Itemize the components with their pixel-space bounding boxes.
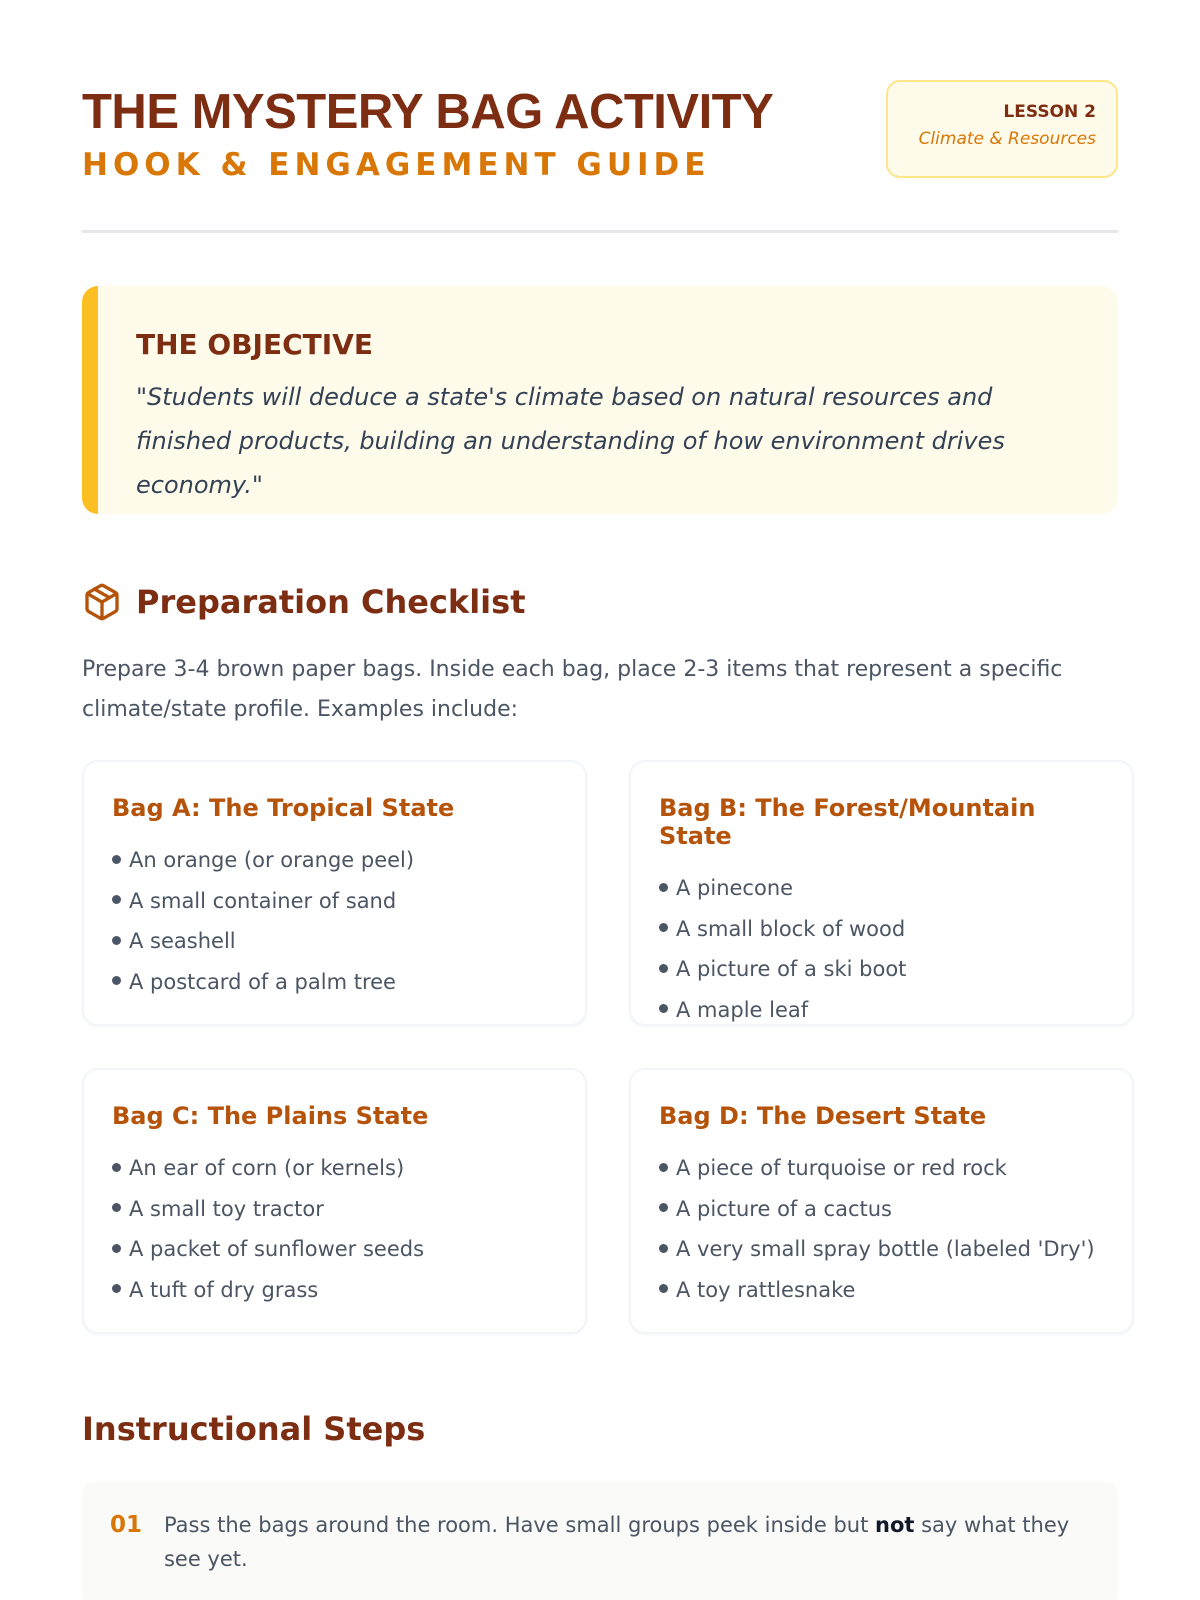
list-item: [659, 949, 1104, 990]
bag-item-list: [112, 1148, 557, 1310]
list-item-text: A tuft of dry grass: [129, 1277, 319, 1302]
bag-card-c: [82, 1068, 587, 1334]
list-item: [112, 881, 557, 922]
bag-card-a: [82, 760, 587, 1026]
lesson-number: LESSON 2: [1003, 102, 1096, 122]
objective-title: THE OBJECTIVE: [136, 328, 373, 361]
list-item-text: A small toy tractor: [129, 1196, 324, 1221]
header-divider: [82, 230, 1118, 233]
list-item: [112, 921, 557, 962]
bag-card-title: Bag D: The Desert State: [659, 1102, 987, 1130]
bullet-icon: [659, 883, 668, 892]
header: [82, 80, 1118, 230]
bullet-icon: [112, 1244, 121, 1253]
list-item-text: An orange (or orange peel): [129, 848, 415, 872]
objective-callout: [82, 286, 1118, 514]
list-item-text: A seashell: [129, 929, 236, 953]
list-item: [112, 1270, 557, 1311]
bag-card-title: Bag C: The Plains State: [112, 1102, 429, 1130]
list-item-text: A small container of sand: [129, 888, 397, 913]
list-item-text: A picture of a cactus: [676, 1196, 892, 1221]
bullet-icon: [112, 936, 121, 945]
list-item-text: A piece of turquoise or red rock: [676, 1156, 1007, 1180]
bullet-icon: [112, 855, 121, 864]
bag-card-title: Bag B: The Forest/Mountain State: [659, 794, 1036, 850]
list-item: [659, 868, 1104, 909]
lesson-topic: Climate & Resources: [918, 129, 1096, 149]
list-item-text: A small block of wood: [676, 916, 906, 941]
list-item: [659, 1189, 1104, 1230]
steps-title: Instructional Steps: [82, 1410, 426, 1448]
preparation-intro: Prepare 3-4 brown paper bags. Inside each bag, place 2-3 items that represent a specific climate/state profile. Examples include:: [82, 657, 1063, 722]
list-item: [659, 1270, 1104, 1311]
bag-item-list: [659, 1148, 1104, 1310]
bullet-icon: [659, 964, 668, 973]
box-icon: [82, 582, 122, 622]
list-item: [112, 962, 557, 1003]
step-text-emphasis: not: [875, 1513, 915, 1537]
bullet-icon: [659, 1004, 668, 1013]
list-item-text: A pinecone: [676, 876, 794, 900]
preparation-title: Preparation Checklist: [136, 583, 526, 621]
step-number: 01: [110, 1512, 143, 1538]
list-item: [112, 840, 557, 881]
list-item: [659, 1148, 1104, 1189]
bag-card-title: Bag A: The Tropical State: [112, 794, 455, 822]
list-item: [659, 909, 1104, 950]
list-item-text: A toy rattlesnake: [676, 1277, 856, 1302]
bullet-icon: [659, 1244, 668, 1253]
step-item: [82, 1482, 1118, 1600]
step-text-part: say what they see yet.: [163, 1513, 1070, 1571]
bag-card-d: [629, 1068, 1134, 1334]
step-text-part: Pass the bags around the room. Have small groups peek inside but: [163, 1513, 876, 1537]
list-item-text: An ear of corn (or kernels): [129, 1156, 405, 1180]
bullet-icon: [112, 1163, 121, 1172]
step-text: [164, 1508, 1090, 1578]
page-title: THE MYSTERY BAG ACTIVITY: [82, 85, 774, 139]
objective-quote: "Students will deduce a state's climate based on natural resources and finished products, building an understanding of how environment drives economy.": [136, 383, 1005, 499]
list-item: [659, 1229, 1104, 1270]
bullet-icon: [112, 1284, 121, 1293]
bullet-icon: [659, 1163, 668, 1172]
bullet-icon: [659, 923, 668, 932]
bullet-icon: [659, 1284, 668, 1293]
bag-item-list: [112, 840, 557, 1002]
list-item: [112, 1229, 557, 1270]
lesson-badge: [886, 80, 1118, 178]
bullet-icon: [112, 976, 121, 985]
bullet-icon: [659, 1203, 668, 1212]
list-item-text: A picture of a ski boot: [676, 957, 907, 981]
preparation-heading: [82, 582, 1118, 622]
bag-item-list: [659, 868, 1104, 1030]
list-item-text: A packet of sunflower seeds: [129, 1237, 425, 1261]
bullet-icon: [112, 1203, 121, 1212]
bag-card-b: [629, 760, 1134, 1026]
list-item-text: A very small spray bottle (labeled 'Dry'): [676, 1237, 1095, 1261]
list-item: [112, 1189, 557, 1230]
list-item-text: A maple leaf: [676, 997, 809, 1022]
list-item: [112, 1148, 557, 1189]
title-block: [82, 80, 773, 183]
bullet-icon: [112, 895, 121, 904]
page-subtitle: HOOK & ENGAGEMENT GUIDE: [82, 147, 711, 183]
bag-grid: [82, 760, 1118, 1334]
list-item-text: A postcard of a palm tree: [129, 969, 396, 994]
list-item: [659, 990, 1104, 1031]
